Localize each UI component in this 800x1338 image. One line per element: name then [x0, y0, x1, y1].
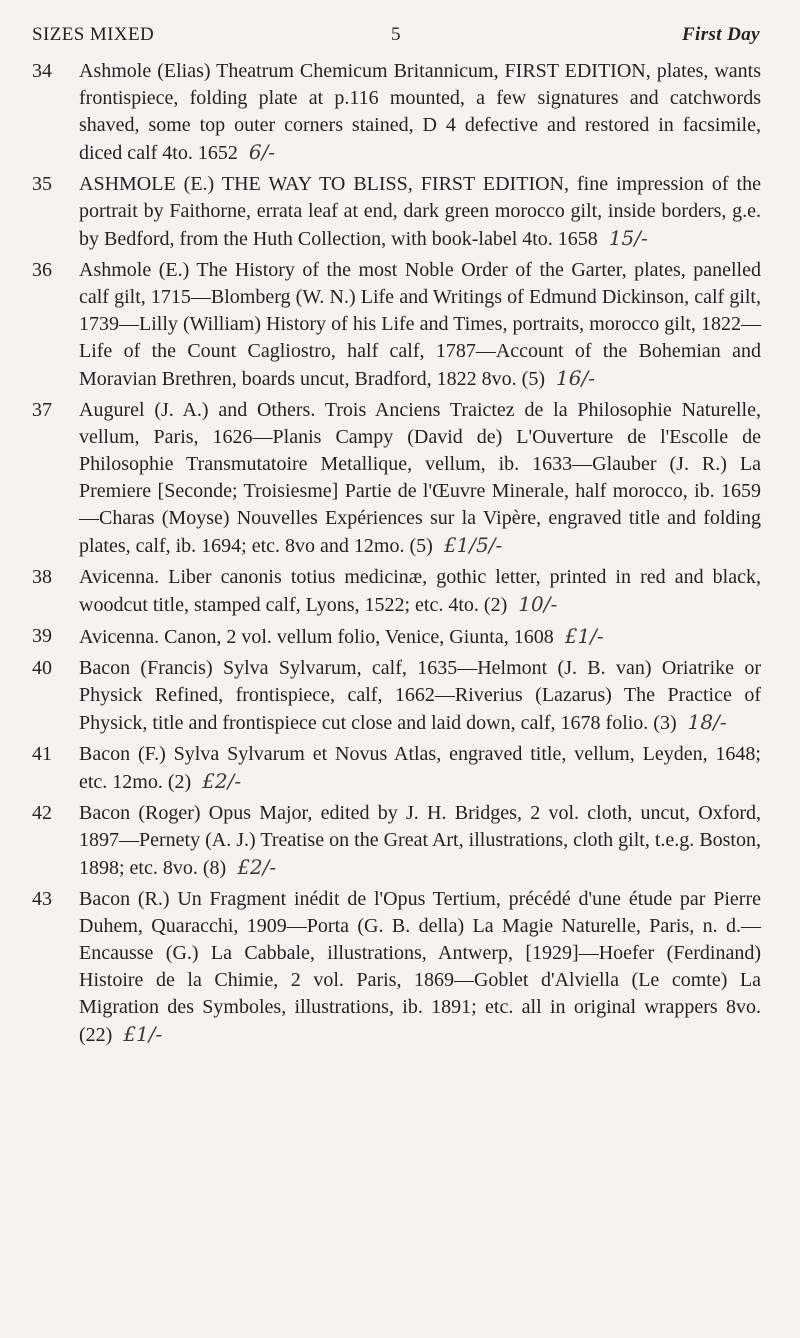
header-day: First Day [681, 24, 760, 45]
pencil-annotation: 15/- [608, 226, 648, 250]
lot-description [79, 741, 761, 796]
lot-number: 39 [32, 625, 52, 647]
lot-description [79, 171, 761, 253]
lot-number: 41 [32, 743, 52, 765]
lot-text: Bacon (F.) Sylva Sylvarum et Novus Atlas, engraved title, vellum, Leyden, 1648; etc. 12mo. (2) [79, 743, 761, 793]
lot-text: ASHMOLE (E.) THE WAY TO BLISS, FIRST EDITION, fine impression of the portrait by Faithorne, errata leaf at end, dark green morocco gilt, inside borders, g.e. by Bedford, from the Huth Collection, with book-label 4to. 1658 [79, 173, 761, 250]
pencil-annotation: £1/5/- [443, 533, 503, 557]
lot-entry [0, 886, 800, 1049]
lot-description [79, 886, 761, 1049]
pencil-annotation: £2/- [202, 769, 242, 793]
pencil-annotation: £1/- [123, 1022, 163, 1046]
pencil-annotation: 6/- [248, 140, 276, 164]
lot-entry [0, 800, 800, 882]
lot-description [79, 397, 761, 560]
lot-number: 42 [32, 802, 52, 824]
lot-entry [0, 397, 800, 560]
lot-entry [0, 58, 800, 167]
lot-text: Augurel (J. A.) and Others. Trois Anciens Traictez de la Philosophie Naturelle, vellum, Paris, 1626—Planis Campy (David de) L'Ouverture de l'Escolle de Philosophie Transmutatoire Metallique, vellum, ib. 1633—Glauber (J. R.) La Premiere [Seconde; Troisiesme] Partie de l'Œuvre Minerale, half morocco, ib. 1659—Charas (Moyse) Nouvelles Expériences sur la Vipère, engraved title and folding plates, calf, ib. 1694; etc. 8vo and 12mo. (5) [79, 399, 761, 557]
lot-entry [0, 257, 800, 393]
pencil-annotation: £2/- [237, 855, 277, 879]
lot-entry [0, 623, 800, 651]
lot-text: Ashmole (Elias) Theatrum Chemicum Britannicum, FIRST EDITION, plates, wants frontispiece, folding plate at p.116 mounted, a few signatures and catchwords shaved, some top outer corners stained, D 4 defective and restored in facsimile, diced calf 4to. 1652 [79, 60, 761, 164]
lot-text: Avicenna. Liber canonis totius medicinæ, gothic letter, printed in red and black, woodcut title, stamped calf, Lyons, 1522; etc. 4to. (2) [79, 566, 761, 616]
header-section-title: SIZES MIXED [32, 24, 155, 45]
lot-number: 34 [32, 60, 52, 82]
lot-text: Ashmole (E.) The History of the most Noble Order of the Garter, plates, panelled calf gilt, 1715—Blomberg (W. N.) Life and Writings of Edmund Dickinson, calf gilt, 1739—Lilly (William) History of his Life and Times, portraits, morocco gilt, 1822—Life of the Count Cagliostro, half calf, 1787—Account of the Bohemian and Moravian Brethren, boards uncut, Bradford, 1822 8vo. (5) [79, 259, 761, 390]
lot-text: Bacon (R.) Un Fragment inédit de l'Opus Tertium, précédé d'une étude par Pierre Duhem, Quaracchi, 1909—Porta (G. B. della) La Magie Naturelle, Paris, n. d.—Encausse (G.) La Cabbale, illustrations, Antwerp, [1929]—Hoefer (Ferdinand) Histoire de la Chimie, 2 vol. Paris, 1869—Goblet d'Alviella (Le comte) La Migration des Symboles, illustrations, ib. 1891; etc. all in original wrappers 8vo. (22) [79, 888, 761, 1046]
lot-description [79, 800, 761, 882]
pencil-annotation: 16/- [556, 366, 595, 390]
lot-number: 40 [32, 657, 52, 679]
lot-text: Bacon (Roger) Opus Major, edited by J. H. Bridges, 2 vol. cloth, uncut, Oxford, 1897—Pernety (A. J.) Treatise on the Great Art, illustrations, cloth gilt, t.e.g. Boston, 1898; etc. 8vo. (8) [79, 802, 761, 879]
lot-entry [0, 564, 800, 619]
page-header [32, 24, 760, 50]
lot-list [0, 58, 800, 1053]
lot-entry [0, 655, 800, 737]
lot-text: Avicenna. Canon, 2 vol. vellum folio, Venice, Giunta, 1608 [79, 626, 554, 648]
lot-entry [0, 741, 800, 796]
lot-description [79, 655, 761, 737]
pencil-annotation: 18/- [687, 710, 727, 734]
pencil-annotation: 10/- [518, 592, 558, 616]
lot-number: 35 [32, 173, 52, 195]
lot-description [79, 257, 761, 393]
lot-number: 38 [32, 566, 52, 588]
lot-description [79, 58, 761, 167]
lot-entry [0, 171, 800, 253]
lot-description [79, 564, 761, 619]
lot-description [79, 623, 761, 651]
lot-number: 43 [32, 888, 52, 910]
lot-text: Bacon (Francis) Sylva Sylvarum, calf, 1635—Helmont (J. B. van) Oriatrike or Physick Refined, frontispiece, calf, 1662—Riverius (Lazarus) The Practice of Physick, title and frontispiece cut close and laid down, calf, 1678 folio. (3) [79, 657, 761, 734]
pencil-annotation: £1/- [564, 624, 604, 648]
page-number: 5 [391, 24, 401, 45]
lot-number: 37 [32, 399, 52, 421]
lot-number: 36 [32, 259, 52, 281]
